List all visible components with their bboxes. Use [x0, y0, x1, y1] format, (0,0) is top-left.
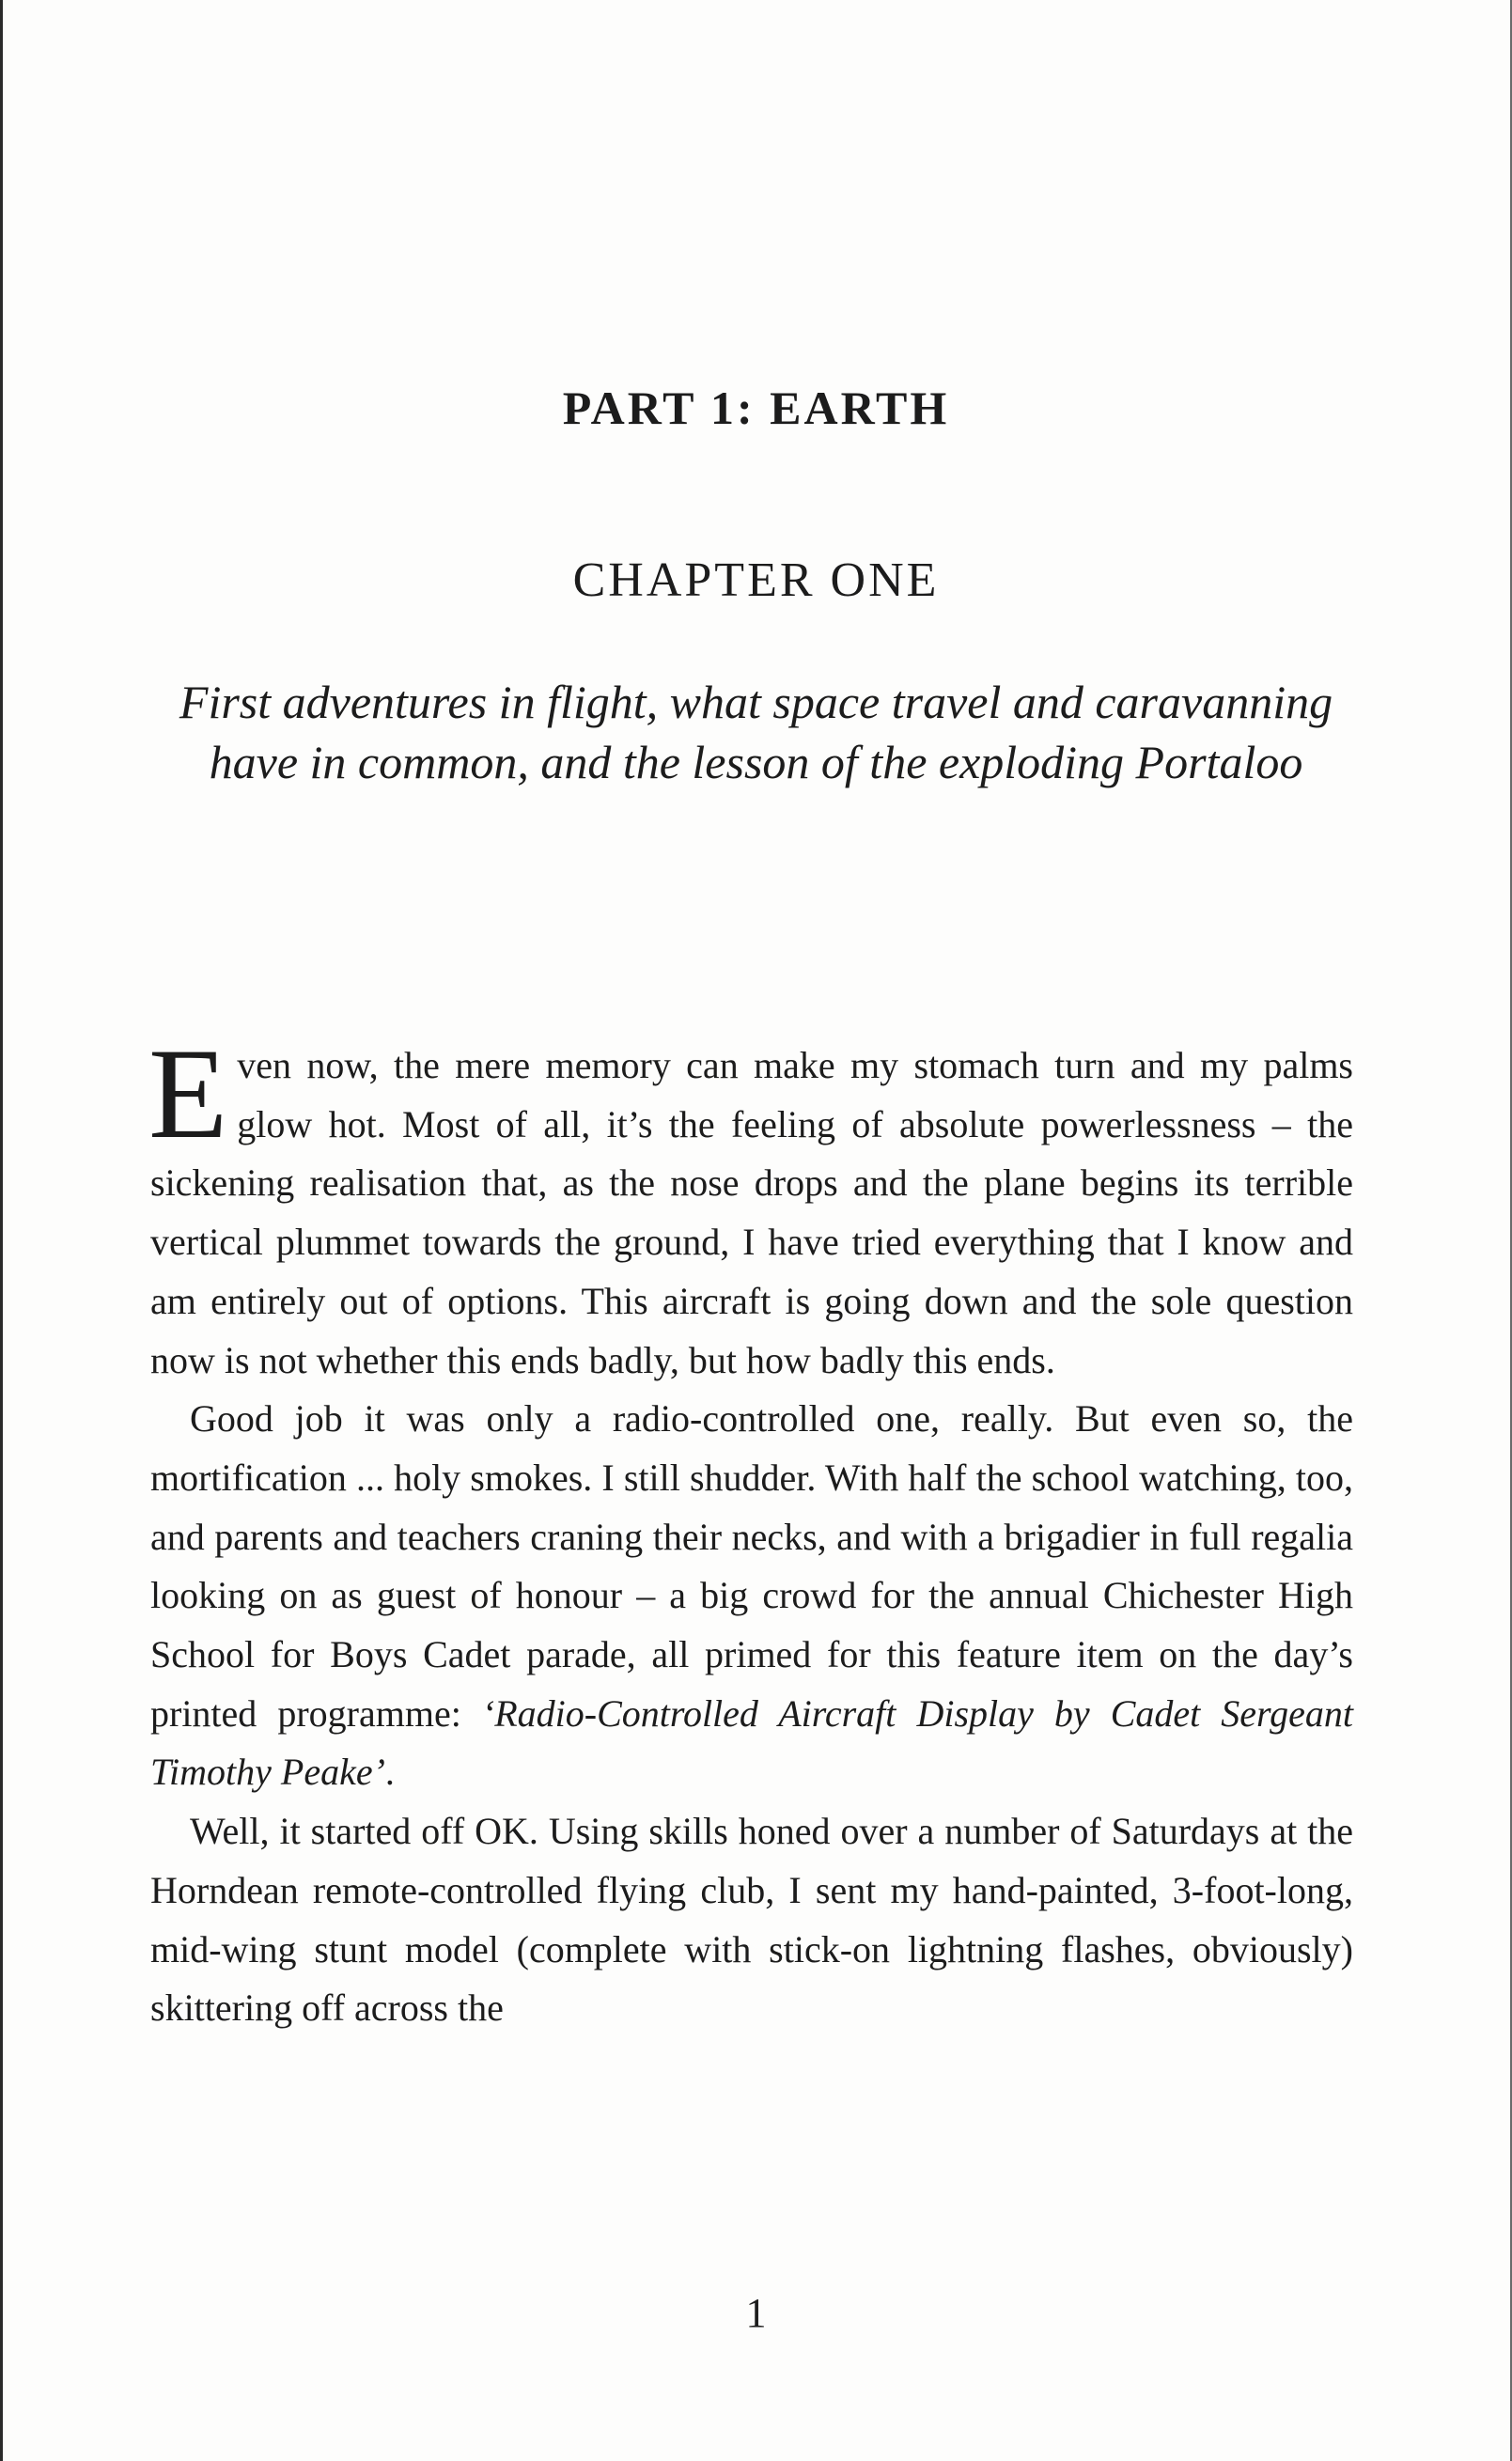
paragraph-2-end: . — [384, 1751, 395, 1794]
paragraph-3-text: Well, it started off OK. Using skills honed over a number of Saturdays at the Horndean remote-controlled flying club, I sent my hand-painted, 3-foot-long, mid-wing stunt model (complete with stick-on lightning flashes, obviously) skittering off across the — [150, 1810, 1353, 2030]
chapter-subtitle: First adventures in flight, what space travel and caravanning have in common, and the lesson of the exploding Portaloo — [179, 676, 1333, 788]
chapter-heading: CHAPTER ONE — [572, 553, 940, 607]
paragraph-2-text: Good job it was only a radio-controlled one, really. But even so, the mortification ... holy smokes. I still shudder. With half the school watching, too, and parents and teachers craning their necks, and with a brigadier in full regalia looking on as guest of honour – a big crowd for the annual Chichester High School for Boys Cadet parade, all primed for this feature item on the day’s printed programme: — [150, 1397, 1353, 1735]
part-heading: PART 1: EARTH — [562, 382, 950, 434]
paragraph-3 — [150, 1802, 1353, 2038]
paragraph-1-text: ven now, the mere memory can make my stomach turn and my palms glow hot. Most of all, it’s the feeling of absolute powerlessness – the sickening realisation that, as the nose drops and the plane begins its terrible vertical plummet towards the ground, I have tried everything that I know and am entirely out of options. This aircraft is going down and the sole question now is not whether this ends badly, but how badly this ends. — [150, 1044, 1353, 1381]
paragraph-2 — [150, 1390, 1353, 1802]
page-number: 1 — [745, 2290, 767, 2336]
scan-edge-left — [0, 0, 3, 2461]
drop-cap: E — [148, 1021, 228, 1165]
programme-item-title: ‘Radio-Controlled Aircraft Display by Cadet Sergeant Timothy Peake’ — [150, 1691, 1353, 1794]
body-text — [148, 1021, 1353, 2038]
paragraph-1 — [148, 1021, 1353, 1390]
